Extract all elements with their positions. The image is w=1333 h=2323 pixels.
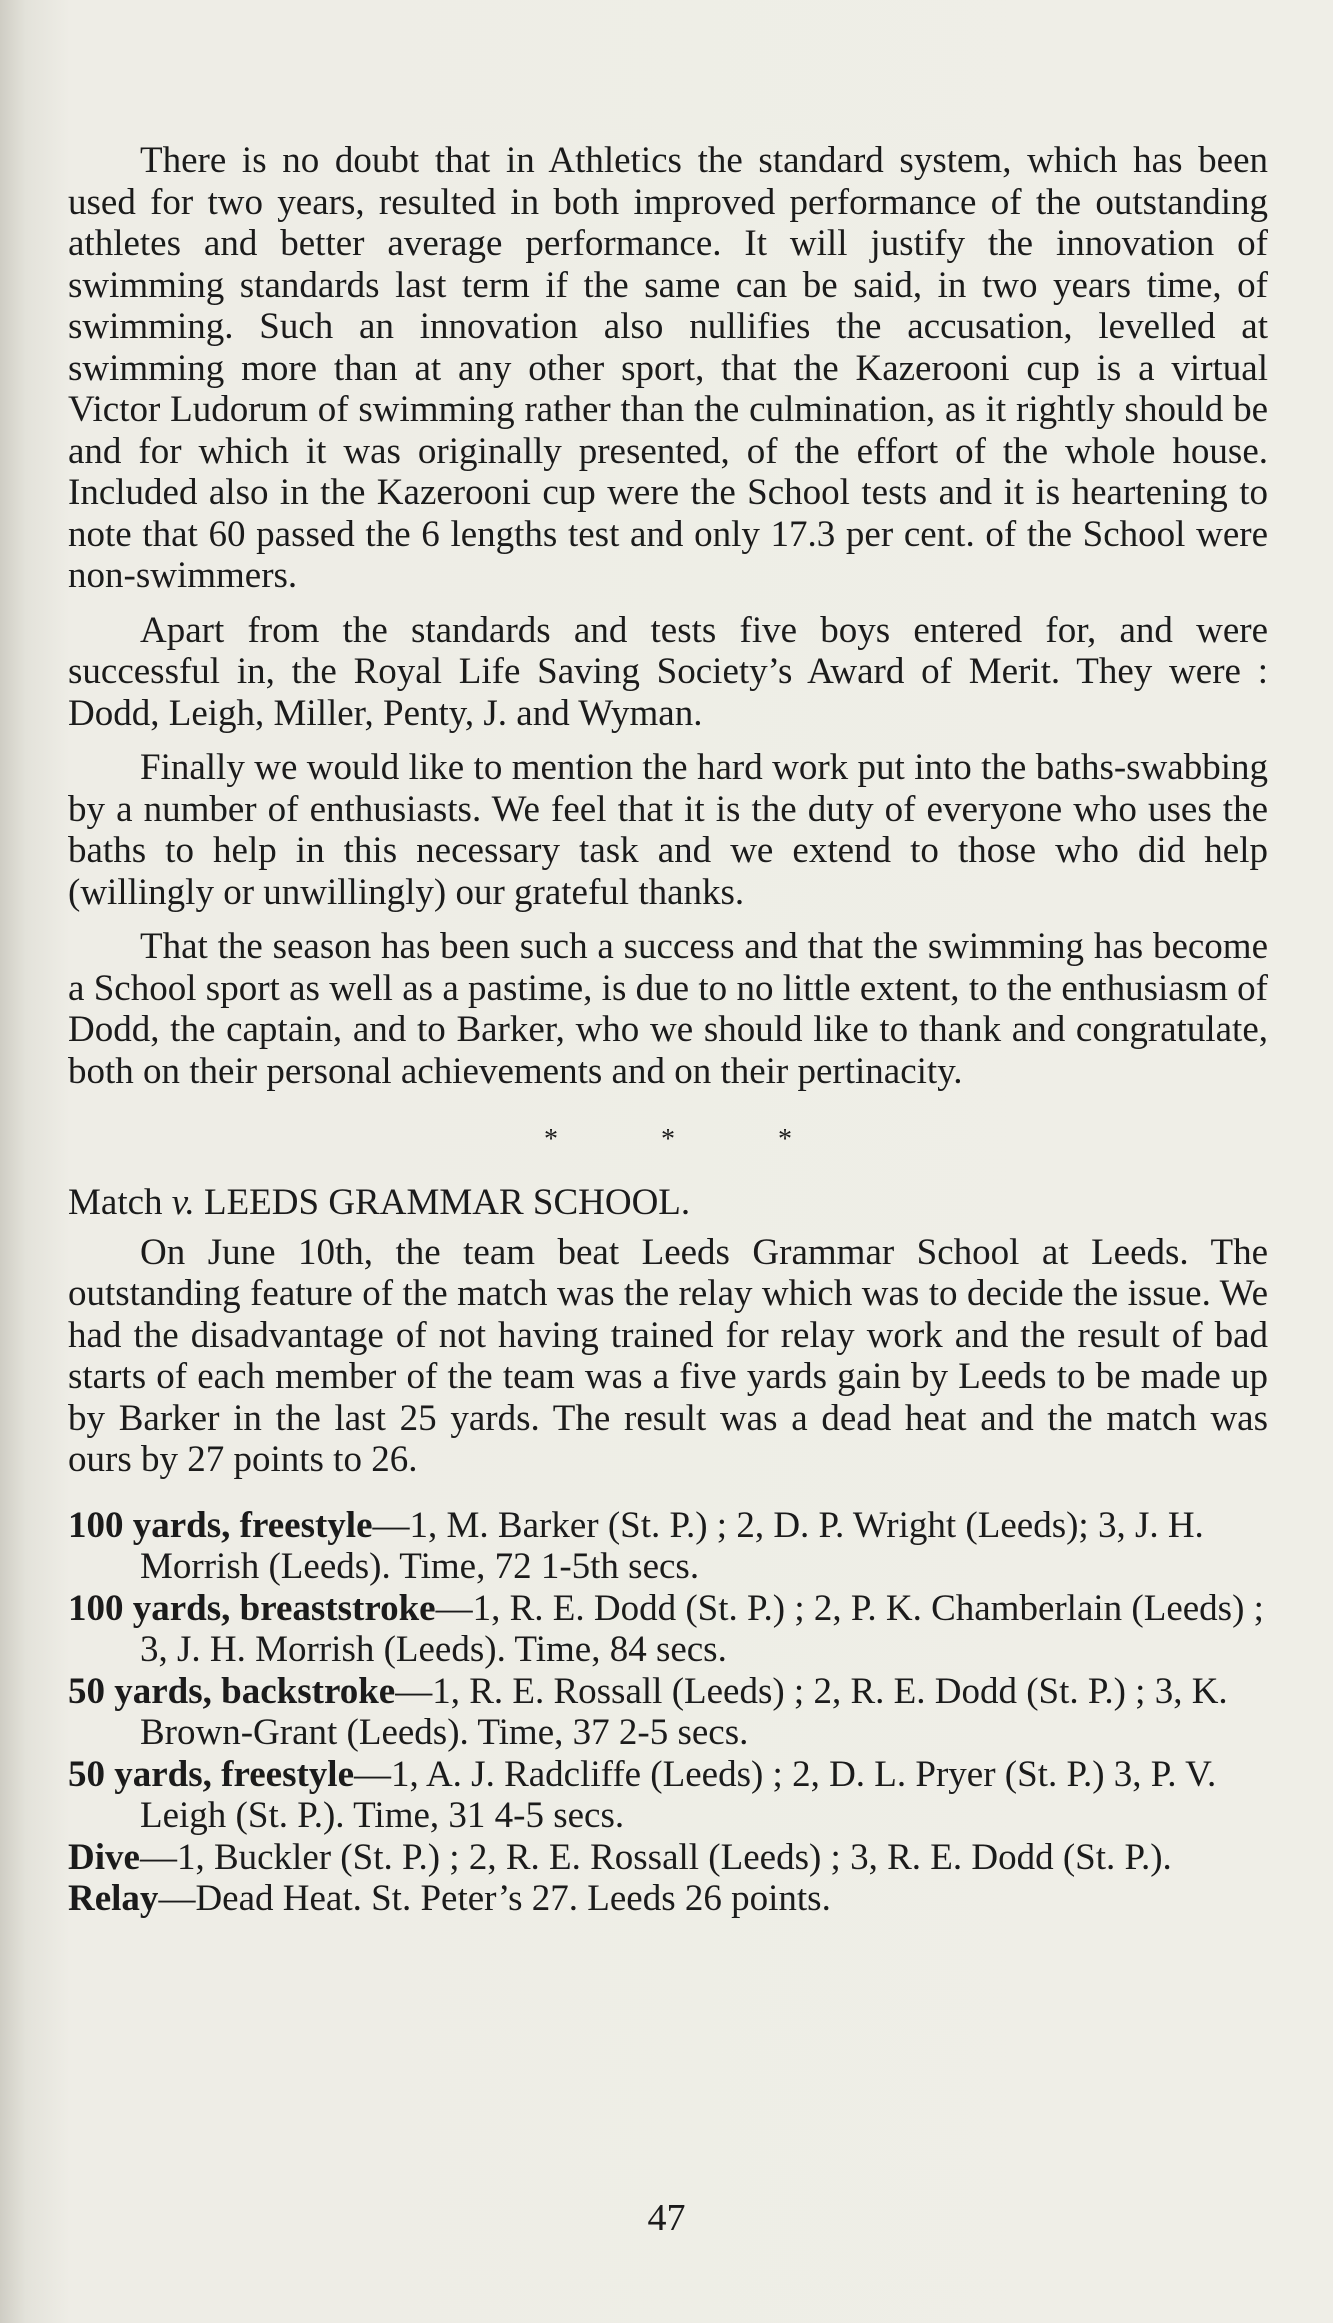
result-event: Relay — [68, 1878, 159, 1919]
match-report: On June 10th, the team beat Leeds Grammar School at Leeds. The outstanding feature of the match was the relay which was to decide the issue. We had the disadvantage of not having trained for relay work and the result of bad starts of each member of the team was a five yards gain by Leeds to be made up by Barker in the last 25 yards. The result was a dead heat and the match was ours by 27 points to 26. — [68, 1231, 1268, 1480]
results-list — [68, 1505, 1268, 1920]
result-event: 100 yards, freestyle — [68, 1504, 373, 1546]
result-detail: —1, R. E. Rossall (Leeds) ; 2, R. E. Dodd (St. P.) ; 3, K. Brown-Grant (Leeds). Time, 37 2-5 secs. — [140, 1670, 1228, 1753]
section-separator: * * * — [544, 1124, 840, 1155]
result-detail: —1, R. E. Dodd (St. P.) ; 2, P. K. Chamberlain (Leeds) ; 3, J. H. Morrish (Leeds). Time, 84 secs. — [140, 1587, 1264, 1670]
result-item — [68, 1588, 1268, 1671]
result-item — [68, 1754, 1268, 1837]
result-detail: —1, Buckler (St. P.) ; 2, R. E. Rossall (Leeds) ; 3, R. E. Dodd (St. P.). — [139, 1836, 1172, 1878]
result-detail: —1, A. J. Radcliffe (Leeds) ; 2, D. L. Pryer (St. P.) 3, P. V. Leigh (St. P.). Time, 31 4-5 secs. — [140, 1753, 1217, 1836]
match-heading-title: LEEDS GRAMMAR SCHOOL. — [203, 1182, 691, 1223]
result-item — [68, 1878, 1268, 1920]
page-content — [68, 140, 1268, 1920]
paragraph-season-success: That the season has been such a success and that the swimming has become a School sport as well as a pastime, is due to no little extent, to the enthusiasm of Dodd, the captain, and to Barker, who we should like to thank and congratulate, both on their personal achievements and on their pertinacity. — [68, 926, 1268, 1092]
result-item — [68, 1671, 1268, 1754]
paragraph-athletics-standards: There is no doubt that in Athletics the standard system, which has been used for two years, resulted in both improved performance of the outstanding athletes and better average performance. It will justify the innovation of swimming standards last term if the same can be said, in two years time, of swimming. Such an innovation also nullifies the accusation, levelled at swimming more than at any other sport, that the Kazerooni cup is a virtual Victor Ludorum of swimming rather than the culmination, as it rightly should be and for which it was originally presented, of the effort of the whole house. Included also in the Kazerooni cup were the School tests and it is heartening to note that 60 passed the 6 lengths test and only 17.3 per cent. of the School were non-swimmers. — [68, 140, 1268, 596]
result-event: 50 yards, freestyle — [68, 1753, 354, 1795]
paragraph-baths-swabbing: Finally we would like to mention the hard work put into the baths-swabbing by a number of enthusiasts. We feel that it is the duty of everyone who uses the baths to help in this necessary task and we extend to those who did help (willingly or unwillingly) our grateful thanks. — [68, 747, 1268, 913]
match-heading-prefix: Match — [68, 1182, 163, 1223]
result-item — [68, 1505, 1268, 1588]
match-heading — [68, 1182, 1268, 1224]
paragraph-award-of-merit: Apart from the standards and tests five boys entered for, and were successful in, the Royal Life Saving Society’s Award of Merit. They were : Dodd, Leigh, Miller, Penty, J. and Wyman. — [68, 609, 1268, 734]
page-number: 47 — [647, 2197, 686, 2239]
match-heading-versus: v. — [171, 1182, 195, 1223]
result-detail: —Dead Heat. St. Peter’s 27. Leeds 26 points. — [158, 1878, 831, 1919]
result-detail: —1, M. Barker (St. P.) ; 2, D. P. Wright (Leeds); 3, J. H. Morrish (Leeds). Time, 72 1-5th secs. — [140, 1504, 1204, 1587]
result-item — [68, 1837, 1268, 1879]
result-event: 50 yards, backstroke — [68, 1670, 396, 1712]
result-event: 100 yards, breaststroke — [68, 1587, 436, 1629]
result-event: Dive — [68, 1836, 140, 1878]
